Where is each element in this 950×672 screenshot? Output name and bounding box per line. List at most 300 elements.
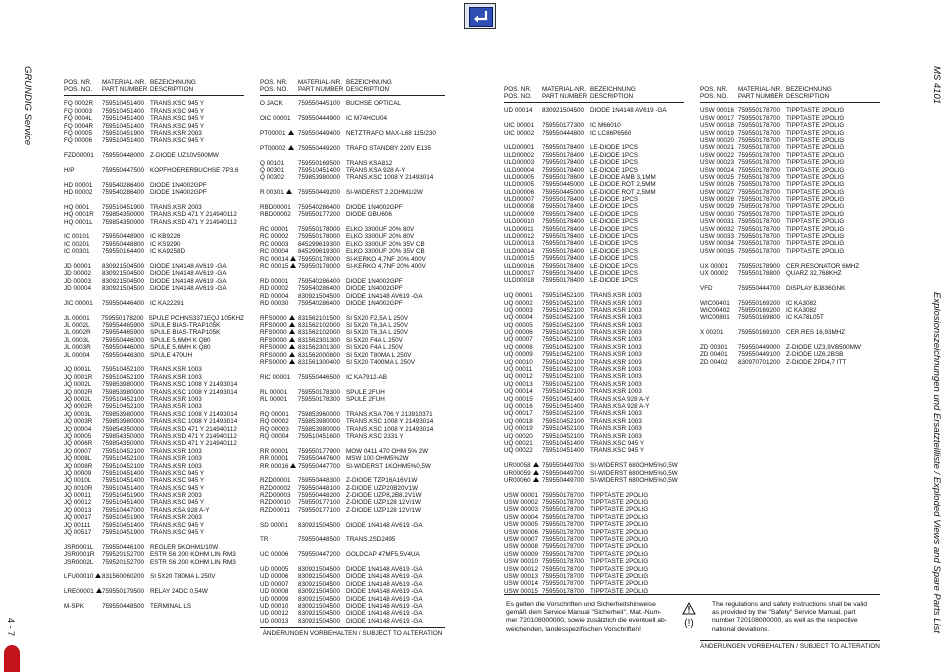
part-row xyxy=(64,344,244,351)
back-arrow-icon xyxy=(469,7,493,27)
safety-triangle-icon xyxy=(533,477,539,482)
part-row xyxy=(64,463,244,470)
part-material-number: 759550178400 xyxy=(542,240,585,248)
part-material-number: 759550178700 xyxy=(542,521,585,529)
part-row xyxy=(700,196,880,203)
part-position: UQ 00003 xyxy=(504,306,533,314)
part-description: TIPPTASTE 2POLIG xyxy=(786,114,845,122)
part-material-number: 759550178700 xyxy=(738,181,781,189)
part-material-number: 830921504500 xyxy=(298,292,341,300)
part-row xyxy=(260,278,445,285)
part-position: RQ 00003 xyxy=(260,425,289,433)
part-description: IC KS9290 xyxy=(150,240,181,248)
part-material-number: 759550178700 xyxy=(542,491,585,499)
part-description: LE-DIODE ROT 2,5MM xyxy=(590,188,656,196)
part-description: TRANS.KSD 471 Y 214940112 xyxy=(150,425,237,433)
part-position-label: R 00301 xyxy=(260,189,284,197)
part-row xyxy=(64,403,244,410)
part-description: TRANS.KSR 1003 xyxy=(590,380,642,388)
part-description: TRANS.KSR 1003 xyxy=(590,351,642,359)
row-spacer xyxy=(504,455,684,462)
part-description: LE-DIODE 1PCS xyxy=(590,255,638,263)
part-position xyxy=(64,588,102,595)
part-position: VFD xyxy=(700,284,713,292)
part-material-number: 759540286400 xyxy=(102,189,145,197)
row-spacer xyxy=(260,381,445,388)
part-position-label: PT00001 xyxy=(260,129,286,137)
part-row xyxy=(260,285,445,292)
part-material-number: 759550178400 xyxy=(542,233,585,241)
warning-en-line: as provided by the "Safety" Service Manual, part xyxy=(712,609,856,617)
part-row xyxy=(260,256,445,263)
description-header-de: BEZEICHNUNG xyxy=(590,86,636,93)
part-position: RR 00001 xyxy=(260,455,289,463)
part-description: DIODE 1N4148 AV619 -GA xyxy=(590,107,667,115)
part-position xyxy=(260,344,298,351)
part-row xyxy=(64,366,244,373)
part-description: TRANS.KSC 945 Y xyxy=(150,484,205,492)
part-description: LE-DIODE 1PCS xyxy=(590,159,638,167)
part-position: USW 00003 xyxy=(504,506,538,514)
part-description: TIPPTASTE 2POLIG xyxy=(786,188,845,196)
row-spacer xyxy=(64,196,244,203)
part-description: TIPPTASTE 2POLIG xyxy=(590,550,649,558)
part-row xyxy=(504,329,684,336)
part-position: RQ 00001 xyxy=(260,410,289,418)
part-row xyxy=(64,100,244,107)
part-description: ELKO 3300UF 20% 80V xyxy=(346,233,415,241)
part-position-label: RC 00015 xyxy=(260,262,289,270)
part-material-number: 759550178700 xyxy=(738,122,781,130)
part-row xyxy=(700,189,880,196)
part-material-number: 759520152700 xyxy=(102,551,145,559)
part-description: TIPPTASTE 2POLIG xyxy=(590,580,649,588)
part-description: TIPPTASTE 2POLIG xyxy=(590,558,649,566)
part-description: LE-DIODE ROT 2,5MM xyxy=(590,181,656,189)
safety-triangle-icon xyxy=(290,263,296,268)
part-material-number: 759510452100 xyxy=(542,380,585,388)
part-material-number: 759510451900 xyxy=(102,492,145,500)
part-row xyxy=(64,603,244,610)
part-row xyxy=(64,492,244,499)
part-row xyxy=(64,233,244,240)
part-position: Q 00301 xyxy=(260,166,285,174)
part-row xyxy=(504,529,684,536)
part-row xyxy=(504,499,684,506)
part-row xyxy=(64,352,244,359)
part-position-label: LFU00010 xyxy=(64,573,94,581)
row-spacer xyxy=(64,566,244,573)
footer-rule-right xyxy=(504,594,880,595)
part-row xyxy=(504,277,684,284)
part-row xyxy=(504,462,684,469)
part-position: RZD00002 xyxy=(260,484,291,492)
part-position: USW 00018 xyxy=(700,122,734,130)
part-description: TRANS.KSR 1003 xyxy=(150,462,202,470)
part-material-number: 759550446500 xyxy=(298,373,341,381)
part-row xyxy=(64,270,244,277)
part-position: RD 00002 xyxy=(260,285,289,293)
part-description: IC LC86P6560 xyxy=(590,129,632,137)
part-row xyxy=(504,167,684,174)
part-position: ULD00013 xyxy=(504,240,535,248)
part-row xyxy=(260,315,445,322)
part-row xyxy=(504,300,684,307)
part-material-number: 759550448300 xyxy=(298,477,341,485)
part-material-number: 759550178700 xyxy=(738,218,781,226)
part-position: RC 00003 xyxy=(260,240,289,248)
part-description: TRANS.KSR 1003 xyxy=(590,373,642,381)
part-description: Z-DIODE UZ6,2BSB xyxy=(786,351,844,359)
header-row-de xyxy=(260,79,445,86)
part-row xyxy=(260,418,445,425)
part-material-number: 759510452100 xyxy=(542,388,585,396)
part-material-number: 759510451400 xyxy=(298,166,341,174)
part-position: FQ 00005 xyxy=(64,129,93,137)
material-header-en: PART NUMBER xyxy=(298,86,344,94)
part-description: SPULE BIAS-TRAP105K xyxy=(150,329,221,337)
part-description: TRANS KSA812 xyxy=(346,159,393,167)
part-position: ULD00009 xyxy=(504,210,535,218)
part-material-number: 759854350000 xyxy=(102,425,145,433)
part-description: DIODE 1N4002GPF xyxy=(150,181,207,189)
part-row xyxy=(700,270,880,277)
part-position: UQ 00021 xyxy=(504,439,533,447)
part-material-number: 759550449700 xyxy=(542,476,585,484)
part-description: DIODE 1N4148 AV619 -GA xyxy=(346,565,423,573)
row-spacer xyxy=(700,277,880,284)
part-material-number: 759550178400 xyxy=(542,210,585,218)
part-description: SPULE 5,6MH K Q80 xyxy=(150,336,211,344)
row-spacer xyxy=(64,307,244,314)
part-description: LE-DIODE AMB 3,1MM xyxy=(590,173,656,181)
part-description: TIPPTASTE 2POLIG xyxy=(590,499,649,507)
part-row xyxy=(260,344,445,351)
part-material-number: 759854350000 xyxy=(102,432,145,440)
part-row xyxy=(504,492,684,499)
part-row xyxy=(504,107,684,114)
part-material-number: 759550178700 xyxy=(738,233,781,241)
part-position: UQ 00022 xyxy=(504,447,533,455)
row-spacer xyxy=(260,403,445,410)
part-row xyxy=(504,307,684,314)
part-row xyxy=(64,204,244,211)
part-row xyxy=(64,322,244,329)
part-material-number: 830921504500 xyxy=(298,595,341,603)
part-position: UQ 00007 xyxy=(504,336,533,344)
part-row xyxy=(64,507,244,514)
row-spacer xyxy=(260,219,445,226)
part-row xyxy=(504,159,684,166)
part-row xyxy=(504,152,684,159)
part-row xyxy=(504,351,684,358)
part-row xyxy=(700,152,880,159)
part-material-number: 759550177300 xyxy=(542,122,585,130)
material-header-en: PART NUMBER xyxy=(738,93,784,101)
part-position: RR 00001 xyxy=(260,447,289,455)
part-description: SPULE 470UH xyxy=(150,351,192,359)
part-description: LE-DIODE 1PCS xyxy=(590,203,638,211)
part-material-number: 759550178700 xyxy=(738,196,781,204)
part-material-number: 759550179500 xyxy=(102,588,145,596)
part-position: USW 00034 xyxy=(700,240,734,248)
pos-header-de: POS. NR. xyxy=(260,79,288,86)
part-material-number: 845299619300 xyxy=(298,240,341,248)
part-material-number: 759550178700 xyxy=(738,247,781,255)
part-material-number: 759550448100 xyxy=(298,484,341,492)
part-row xyxy=(64,588,244,595)
part-material-number: 759550447200 xyxy=(298,551,341,559)
part-position: UQ 00014 xyxy=(504,388,533,396)
pos-header-en: POS. NO. xyxy=(504,93,532,101)
part-material-number: 759550169200 xyxy=(738,306,781,314)
part-position: RL 00001 xyxy=(260,388,288,396)
part-material-number: 759550448000 xyxy=(102,152,145,160)
part-description: Z-DIODE UZP128 12V/1W xyxy=(346,506,421,514)
part-material-number: 759550447600 xyxy=(298,455,341,463)
part-material-number: 759550178400 xyxy=(542,218,585,226)
part-row xyxy=(64,529,244,536)
part-description: LE-DIODE 1PCS xyxy=(590,210,638,218)
part-position: RIC 00001 xyxy=(260,373,291,381)
part-position: USW 00025 xyxy=(700,173,734,181)
part-material-number: 759510452100 xyxy=(102,455,145,463)
part-row xyxy=(504,359,684,366)
part-description: TRANS.KSC 2331 Y xyxy=(346,432,404,440)
part-description: LE-DIODE 1PCS xyxy=(590,277,638,285)
red-page-tab xyxy=(4,645,20,672)
part-material-number: 759510452100 xyxy=(542,351,585,359)
part-material-number: 759550178700 xyxy=(542,572,585,580)
part-material-number: 759550178700 xyxy=(738,166,781,174)
header-row-de xyxy=(64,79,244,86)
part-position: JQ 0002R xyxy=(64,403,93,411)
part-position: USW 00016 xyxy=(700,107,734,115)
part-material-number: 759550445100 xyxy=(298,100,341,108)
part-row xyxy=(64,440,244,447)
part-description: TIPPTASTE 2POLIG xyxy=(786,159,845,167)
material-header-de: MATERIAL-NR. xyxy=(542,86,586,93)
part-description: DIODE 1N4148 AV619 -GA xyxy=(346,610,423,618)
part-row xyxy=(64,211,244,218)
part-position: USW 00010 xyxy=(504,558,538,566)
part-row xyxy=(64,499,244,506)
part-row xyxy=(260,610,445,617)
part-position: JSR0001R xyxy=(64,551,95,559)
part-description: SI-WIDERST 680OHM5%0,5W xyxy=(590,462,678,470)
part-row xyxy=(260,455,445,462)
part-position: RL 00001 xyxy=(260,396,288,403)
part-description: TIPPTASTE 2POLIG xyxy=(590,491,649,499)
part-position: JQ 00012 xyxy=(64,499,92,507)
part-row xyxy=(700,122,880,129)
part-row xyxy=(64,374,244,381)
model-side-label: MS 4101 xyxy=(931,66,942,105)
part-position: ZD 00301 xyxy=(700,343,728,351)
part-description: TRANS.KSC 945 Y xyxy=(150,122,205,130)
brand-side-title: GRUNDIG Service xyxy=(22,66,33,146)
part-material-number: 759550446300 xyxy=(102,351,145,359)
part-row xyxy=(504,543,684,550)
part-description: LE-DIODE 1PCS xyxy=(590,233,638,241)
part-row xyxy=(504,381,684,388)
part-description: CER.RESONATOR 6MHZ xyxy=(786,262,860,270)
part-position: RQ 00002 xyxy=(260,418,289,426)
part-position: FQ 00006 xyxy=(64,137,93,145)
part-row xyxy=(700,218,880,225)
material-header-en: PART NUMBER xyxy=(102,86,148,94)
part-position: FQ 0004R xyxy=(64,122,94,130)
part-description: TRANS.KSR 1003 xyxy=(150,455,202,463)
part-position: UQ 00017 xyxy=(504,410,533,418)
safety-triangle-icon xyxy=(289,329,295,334)
part-row xyxy=(700,233,880,240)
part-position: WIC00801 xyxy=(700,314,730,322)
part-row xyxy=(504,403,684,410)
part-material-number: 759550178400 xyxy=(542,255,585,263)
part-row xyxy=(260,588,445,595)
part-description: SPULE 2FUH xyxy=(346,396,385,403)
part-description: TRANS.KSC 945 Y xyxy=(150,100,205,108)
part-position: X 00201 xyxy=(700,329,724,337)
part-row xyxy=(260,618,445,625)
part-material-number: 759550447500 xyxy=(102,166,145,174)
part-position: JQ 00013 xyxy=(64,506,92,514)
part-description: TRANS.KSD 471 Y 214940112 xyxy=(150,432,237,440)
part-position: UIC 00002 xyxy=(504,129,535,137)
safety-triangle-icon xyxy=(288,145,294,150)
description-header-en: DESCRIPTION xyxy=(786,93,830,101)
part-position: USW 00026 xyxy=(700,181,734,189)
warning-en-line: national deviations. xyxy=(712,625,770,633)
part-material-number: 759550177200 xyxy=(298,211,341,219)
part-material-number: 759550178700 xyxy=(738,159,781,167)
part-description: ELKO 3300UF 20% 35V CB xyxy=(346,248,425,256)
part-row xyxy=(64,263,244,270)
part-row xyxy=(700,240,880,247)
part-row xyxy=(64,248,244,255)
part-description: DIODE 1N4002GPF xyxy=(346,203,403,211)
part-position: SD 00001 xyxy=(260,521,289,529)
part-material-number: 759510452100 xyxy=(542,336,585,344)
part-position xyxy=(260,315,298,322)
part-material-number: 759510452100 xyxy=(542,358,585,366)
safety-triangle-icon xyxy=(95,573,101,578)
part-row xyxy=(260,145,445,152)
part-description: DIODE 1N4148 AV619 -GA xyxy=(346,595,423,603)
part-position: JQ 0001R xyxy=(64,373,93,381)
part-description: LE-DIODE 1PCS xyxy=(590,247,638,255)
row-spacer xyxy=(64,174,244,181)
part-position: ULD00005 xyxy=(504,173,535,181)
part-material-number: 759550178400 xyxy=(542,277,585,285)
part-position: USW 00005 xyxy=(504,521,538,529)
part-row xyxy=(504,226,684,233)
part-material-number: 759550448500 xyxy=(102,602,145,610)
part-description: TRANS.KSC 945 Y xyxy=(150,529,205,537)
warning-de-line: gemäß dem Service Manual "Sicherheit", Mat.-Num- xyxy=(506,609,662,617)
part-row xyxy=(700,167,880,174)
part-position: JQ 0001L xyxy=(64,366,92,374)
part-description: SI 5X20 F4A L 250V xyxy=(346,336,403,344)
part-position: Q 00302 xyxy=(260,174,285,182)
part-position: RZD00011 xyxy=(260,506,290,514)
part-description: TRANS.KSC 1008 Y 21493014 xyxy=(150,410,238,418)
part-material-number: 759510451900 xyxy=(102,514,145,522)
part-position: ULD00011 xyxy=(504,225,534,233)
part-position xyxy=(260,189,298,196)
part-row xyxy=(64,573,244,580)
part-position: JQ 0008R xyxy=(64,462,93,470)
part-position: UQ 00009 xyxy=(504,351,533,359)
warning-de-line: weichenden, landesspezifischen Vorschriften! xyxy=(506,625,641,633)
part-description: TRANS.KSC 1008 Y 21493014 xyxy=(346,418,434,426)
row-spacer xyxy=(700,292,880,299)
part-description: TRANS.KSC 1008 Y 21493014 xyxy=(150,388,238,396)
part-material-number: 759510451900 xyxy=(102,203,145,211)
part-description: TIPPTASTE 2POLIG xyxy=(786,203,845,211)
part-description: TRANS.KSC 945 Y xyxy=(150,521,205,529)
part-description: SI 5X20 F2,5A L 250V xyxy=(346,314,409,322)
part-row xyxy=(260,426,445,433)
part-description: TIPPTASTE 2POLIG xyxy=(590,521,649,529)
part-row xyxy=(260,581,445,588)
warning-de-line: mer 720108000000, sowie zusätzlich die eventuell ab- xyxy=(506,617,667,625)
part-description: TIPPTASTE 2POLIG xyxy=(786,218,845,226)
part-material-number: 830921504500 xyxy=(102,262,145,270)
part-description: MOW 0411 470 OHM 5% 2W xyxy=(346,447,429,455)
part-position: WIC00401 xyxy=(700,299,730,307)
part-description: TIPPTASTE 2POLIG xyxy=(786,166,845,174)
material-header-en: PART NUMBER xyxy=(542,93,588,101)
part-material-number: 759540286400 xyxy=(102,181,145,189)
part-material-number: 759550178700 xyxy=(542,513,585,521)
part-position xyxy=(260,463,298,470)
part-material-number: 759510452100 xyxy=(542,314,585,322)
part-row xyxy=(504,144,684,151)
part-description: TIPPTASTE 2POLIG xyxy=(590,587,649,595)
part-position: UC 00006 xyxy=(260,551,289,559)
part-position-label: RR 00016 xyxy=(260,462,289,470)
part-description: LE-DIODE 1PCS xyxy=(590,240,638,248)
back-button[interactable] xyxy=(464,3,496,29)
part-material-number: 759554465900 xyxy=(102,322,145,330)
safety-triangle-icon xyxy=(289,352,295,357)
part-row xyxy=(64,329,244,336)
part-position xyxy=(260,352,298,359)
part-material-number: 759550446000 xyxy=(102,336,145,344)
part-position: FQ 00003 xyxy=(64,107,93,115)
part-position: RD 00004 xyxy=(260,292,289,300)
part-material-number: 759510451400 xyxy=(102,100,145,108)
part-position: USW 00017 xyxy=(700,114,734,122)
part-row xyxy=(64,219,244,226)
part-description: TRAFO STANDBY 220V E135 xyxy=(346,144,432,152)
part-position: WIC00402 xyxy=(700,306,730,314)
part-position: RZD00001 xyxy=(260,477,291,485)
part-position: O JACK xyxy=(260,100,283,108)
row-spacer xyxy=(64,536,244,543)
part-position: USW 00007 xyxy=(504,536,538,544)
part-material-number: 759550177100 xyxy=(298,499,341,507)
part-row xyxy=(260,167,445,174)
part-description: TRANS.KSD 471 Y 214940112 xyxy=(150,218,237,226)
row-spacer xyxy=(260,196,445,203)
part-row xyxy=(700,203,880,210)
part-material-number: 759854350000 xyxy=(102,440,145,448)
safety-warning-de xyxy=(506,601,676,634)
part-description: SI-WIDERST 680OHM5%0,5W xyxy=(590,469,678,477)
